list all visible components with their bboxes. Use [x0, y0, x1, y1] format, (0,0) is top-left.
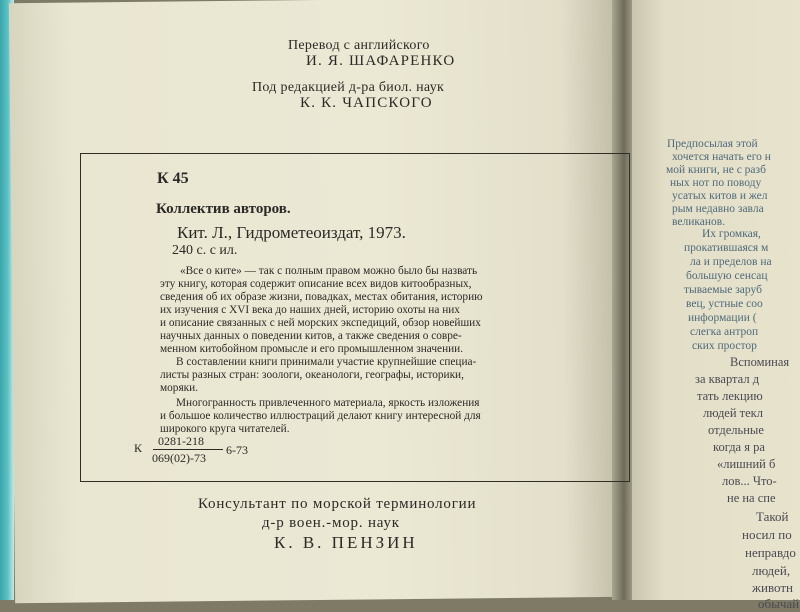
abstract-line: моряки.	[160, 382, 199, 394]
right-page-line: большую сенсац	[686, 270, 768, 282]
abstract-line: и описание связанных с ней морских экспедиций, обзор новейших	[160, 317, 481, 329]
right-page-line: лов... Что-	[722, 474, 777, 488]
right-page-line: хочется начать его н	[672, 151, 771, 163]
fraction-bar	[153, 449, 223, 450]
consultant-label: Консультант по морской терминологии	[198, 496, 477, 512]
abstract-line: менном китобойном промысле и его промышленном значении.	[160, 343, 464, 355]
right-page-line: «лишний б	[717, 457, 776, 471]
right-page-line: тать лекцию	[697, 389, 763, 403]
abstract-line: «Все о ките» — так с полным правом можно было бы назвать	[180, 265, 478, 277]
abstract-line: Многогранность привлеченного материала, яркость изложения	[176, 397, 480, 409]
right-page-line: слегка антроп	[690, 326, 759, 338]
classification-letter: К	[134, 441, 143, 455]
right-page-line: вец, устные соо	[686, 298, 763, 310]
card-index: К 45	[157, 170, 189, 187]
right-page-line: людей,	[752, 563, 791, 578]
right-page-line: рым недавно завла	[672, 203, 764, 215]
right-page-line: животн	[752, 580, 793, 595]
abstract-line: сведения об их образе жизни, повадках, местах обитания, историю	[160, 291, 483, 303]
right-page-line: Такой	[756, 509, 789, 524]
card-title: Кит. Л., Гидрометеоиздат, 1973.	[177, 223, 406, 242]
abstract-line: В составлении книги принимали участие крупнейшие специа-	[176, 356, 477, 368]
translation-label: Перевод с английского	[288, 38, 430, 53]
right-page-line: людей текл	[703, 406, 763, 420]
consultant-degree: д-р воен.-мор. наук	[262, 515, 400, 531]
abstract-line: листы разных стран: зоологи, океанологи, географы, историки,	[160, 369, 464, 381]
card-authors: Коллектив авторов.	[156, 201, 291, 217]
right-page-line: отдельные	[708, 423, 764, 437]
right-page-line: ла и пределов на	[690, 256, 772, 268]
classification-denominator: 069(02)-73	[152, 451, 206, 465]
consultant-name: К. В. ПЕНЗИН	[274, 533, 418, 552]
classification-numerator: 0281-218	[158, 434, 204, 448]
right-page-line: ных нот по поводу	[670, 177, 762, 189]
translator-name: И. Я. ШАФАРЕНКО	[306, 53, 456, 69]
right-page-line: прокатившаяся м	[684, 242, 769, 254]
abstract-line: эту книгу, которая содержит описание всех видов китообразных,	[160, 278, 472, 290]
card-pages: 240 с. с ил.	[172, 243, 238, 258]
right-page-line: неправдо	[745, 545, 796, 560]
right-page-line: ских простор	[692, 340, 757, 352]
right-page-line: Их громкая,	[702, 228, 761, 240]
editor-name: К. К. ЧАПСКОГО	[300, 95, 433, 111]
abstract-line: их изучения с XVI века до наших дней, историю охоты на них	[160, 304, 460, 316]
right-page-line: мой книги, не с разб	[666, 164, 766, 176]
right-page-line: тываемые заруб	[684, 284, 762, 296]
abstract-line: научных данных о поведении китов, а также сведения о совре-	[160, 330, 462, 342]
right-page-line: Вспоминая	[730, 355, 790, 369]
right-page-line: информации (	[688, 312, 757, 324]
right-page-line: обычай	[758, 596, 800, 611]
classification-suffix: 6-73	[226, 443, 248, 457]
right-page-line: когда я ра	[713, 440, 765, 454]
right-page-line: Предпосылая этой	[667, 138, 758, 150]
abstract-line: и большое количество иллюстраций делают книгу интересной для	[160, 410, 481, 422]
right-page-line: не на спе	[727, 491, 776, 505]
right-page-line: усатых китов и жел	[672, 190, 768, 202]
right-page-line: за квартал д	[695, 372, 760, 386]
right-page-line: носил по	[742, 527, 792, 542]
abstract-line: широкого круга читателей.	[160, 423, 290, 435]
right-page-line: великанов.	[672, 216, 726, 228]
editor-label: Под редакцией д-ра биол. наук	[252, 80, 445, 95]
